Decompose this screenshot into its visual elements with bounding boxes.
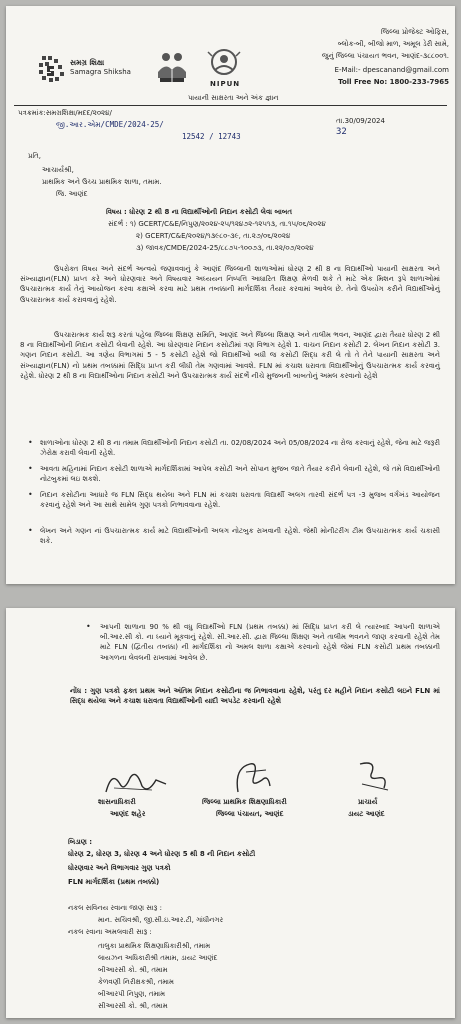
subject-line: વિષય : ધોરણ 2 થી 8 ના વિદ્યાર્થીઓની નિદાન કસોટી લેવા બાબત — [106, 208, 293, 216]
signatory-3-title: પ્રાચાર્ય — [358, 798, 378, 806]
bullet-item-5-text: આપની શાળાના 90 % થી વધુ વિદ્યાર્થીઓ FLN (પ્રથમ તબક્કા) માં સિદ્ધિ પ્રાપ્ત કરી લે ત્યારબાદ આપની શાળાએ બી.આર.સી કો. ના ધ્યાને મૂકવાનું રહેશે. સી.આર.સી. દ્વારા જિલ્લા શિક્ષણ અને તાલીમ ભવનને જાણ કરવાની રહેશે તેમ માટે FLN (દ્વિતીય તબક્કા) ની માર્ગદર્શિકા નો અમલ શાળા કક્ષાએ કરવાનો રહેશે જેમાં FLN કસોટી પ્રથમ તબક્કાની આગળના લેવલની રાખવામાં આવેલ છે. — [100, 623, 440, 662]
copy-action-3: બીઆરસી કો. શ્રી, તમામ — [98, 966, 168, 974]
paragraph-1-text: ઉપરોક્ત વિષય અને સંદર્ભ અન્વયે જણાવવાનું કે આણંદ જિલ્લાની શાળાઓમાં ધોરણ 2 થી 8 ના વિદ્યાર્થીઓ પાયાની સાક્ષરતા અને સંખ્યાજ્ઞાન(FLN) પ્રાપ્ત કરે અને ધોરણવાર અને વિષયવાર અધ્યયન નિષ્પત્તિ આધારિત શિક્ષણ મેળવી શકે તે માટે એક મિશન રૂપે શાળાઓમાં ઉપચારાત્મક કાર્ય તેનું આયોજન કરવા કક્ષાએ કરવા માટે પ્રથમ તબક્કાની માર્ગદર્શિકા તૈયાર કરવામાં આવેલ છે. તેનો ઉપયોગ કરીને વિદ્યાર્થીઓનું ઉપચારાત્મક કાર્ય કરાવવાનું રહેશે. — [20, 265, 440, 304]
signature-1-icon — [102, 766, 172, 800]
copy-action-1: તાલુકા પ્રાથમિક શિક્ષણાધિકારીશ્રી, તમામ — [98, 942, 211, 950]
paragraph-1 — [20, 264, 440, 305]
copy-action-4: કેળવણી નિરીક્ષકશ્રી, તમામ — [98, 978, 174, 986]
office-email: E-Mail:- dpescanand@gmail.com — [334, 66, 449, 74]
reference-3: ૩) જાવક/CMDE/2024-25/૮૮૭૫-૧૦૦૭૩, તા.૨૨/૦૭/૨૦૨૪ — [136, 244, 314, 252]
bullet-item-3 — [40, 490, 440, 510]
bullet-dot-3: • — [28, 490, 33, 499]
enclosure-item-1: ધોરણ 2, ધોરણ 3, ધોરણ 4 અને ધોરણ 5 થી 8 ની નિદાન કસોટી — [68, 850, 256, 858]
bullet-item-4 — [40, 526, 440, 546]
paragraph-2-text: ઉપચારાત્મક કાર્ય શરૂ કરતાં પહેલા જિલ્લા શિક્ષણ સમિતિ, આણંદ અને જિલ્લા શિક્ષણ અને તાલીમ ભવન, આણંદ દ્વારા તૈયાર ધોરણ 2 થી 8 ના વિદ્યાર્થીઓની નિદાન કસોટી લેવાની રહેશે. આ ધોરણવાર નિદાન કસોટીમાં ત્રણ વિભાગ રહેશે 1. વાચન નિદાન કસોટી 2. લેખન નિદાન કસોટી 3. ગણન નિદાન કસોટી. આ ત્રણેય વિભાગમાં 5 - 5 કસોટી રહેશે જો વિદ્યાર્થીઓ બધી જ કસોટી સિદ્ધ કરી લે તો તે તેને પાયાની સાક્ષરતા અને સંખ્યાજ્ઞાન(FLN) નો પ્રથમ તબક્કામાં સિદ્ધિ પ્રાપ્ત કરી લીધી તેમ ગણવામાં આવશે. FLN માં કચાશ ધરાવતા વિદ્યાર્થીઓનું ઉપચારાત્મક કાર્ય કરવાનું રહેશે. ધોરણ 2 થી 8 ના વિદ્યાર્થીઓના નિદાન કસોટી અને ઉપચારાત્મક કાર્ય સંદર્ભે નીચે મુજબની બાબતોનું અમલ કરવાનો રહેશે — [20, 331, 440, 380]
to-line-1: પ્રતિ, — [28, 152, 41, 160]
toll-free-number: Toll Free No: 1800-233-7965 — [338, 78, 449, 86]
bullet-dot-4: • — [28, 526, 33, 535]
copy-action-title: નકલ રવાના અમલવારી સારૂ : — [68, 928, 152, 936]
bullet-item-5 — [100, 622, 440, 663]
samagra-title-gu: સમગ્ર શિક્ષા — [70, 58, 105, 67]
letter-page-1 — [6, 6, 455, 584]
samagra-shiksha-emblem-icon — [36, 54, 66, 84]
signatory-2-title: જિલ્લા પ્રાથમિક શિક્ષણાધિકારી — [202, 798, 287, 806]
bullet-dot-1: • — [28, 438, 33, 447]
copy-action-2: લાયઝન અધિકારીશ્રી તમામ, ડાયટ આણંદ — [98, 954, 218, 962]
nipun-emblem-icon — [204, 48, 244, 82]
reference-2: ૨) GCERT/C&E/૨૦૨૪/૧૩૯૮૦-૩૯, તા.૨૭/૦૬/૨૦૨૪ — [136, 232, 291, 240]
letter-page-2 — [6, 608, 455, 1018]
office-name: જિલ્લા પ્રોજેક્ટ ઓફિસ, — [380, 28, 449, 36]
nipun-logo — [204, 48, 244, 90]
ref-number-handwritten-3: 32 — [336, 127, 347, 137]
ref-number-printed: પત્રક્રમાંક:સમગ્રશિક્ષા/મદદ/૨૦૨૪/ — [18, 109, 112, 117]
bullet-item-4-text: લેખન અને ગણન નાં ઉપચારાત્મક કાર્ય માટે વિદ્યાર્થીઓની અલગ નોટબુક રાખવાની રહેશે. જેથી મોનીટરીંગ ટીમ ઉપચારાત્મક કાર્ય ચકાસી શકે. — [40, 527, 440, 546]
copy-action-5: બીઆરપી નિપુણ, તમામ — [98, 990, 166, 998]
bullet-item-1 — [40, 438, 440, 458]
bullet-item-3-text: નિદાન કસોટીના આધારે જ FLN સિદ્ધ થયેલા અને FLN માં કચાશ ધરાવતા વિદ્યાર્થી અલગ તારવી સંદર્ભ પત્ર -3 મુજબ વર્ગખંડ આયોજન કરવાનું રહેશે અને આ સાથે સામેલ ગુણ પત્રકો નિભાવવાના રહેશે. — [40, 491, 440, 510]
samagra-title-en: Samagra Shiksha — [70, 68, 131, 76]
bullet-item-1-text: શાળાઓના ધોરણ 2 થી 8 ના તમામ વિદ્યાર્થીઓની નિદાન કસોટી તા. 02/08/2024 અને 05/08/2024 ના રોજ કરવાનું રહેશે, જેના માટે જરૂરી ઝેરોક્ષ કરાવી લેવાની રહેશે. — [40, 439, 440, 458]
note-paragraph — [70, 686, 440, 706]
enclosure-title: બિડાણ : — [68, 838, 93, 846]
bullet-item-2-text: આવતા મહિનામાં નિદાન કસોટી શાળાએ માર્ગદર્શિકામાં આપેલ કસોટી અને સોપાન મુજબ જાતે તૈયાર કરીને લેવાની રહેશે, જે તમે વિદ્યાર્થીઓની નોટબુકમાં લઇ શકશે. — [40, 465, 440, 484]
header-divider — [14, 105, 447, 106]
office-address-line2: બ્લોક-બી, બીજો માળ, અમૂલ ડેરી સામે, — [337, 40, 449, 48]
note-text: નોંધ : ગુણ પત્રકો ફક્ત પ્રથમ અને અંતિમ નિદાન કસોટીના જ નિભાવવાના રહેશે, પરંતુ દર મહીને નિદાન કસોટી લઇને FLN માં સિદ્ધ થયેલા અને કચાશ ધરાવતા વિદ્યાર્થીઓની યાદી અપડેટ કરવાની રહેશે — [70, 687, 440, 706]
ref-number-handwritten-2: 12542 / 12743 — [182, 132, 241, 141]
copy-to: માન. સચિવશ્રી, જી.સી.ઇ.આર.ટી, ગાંધીનગર — [98, 916, 224, 924]
to-line-2: આચાર્યશ્રી, — [42, 166, 74, 174]
signatory-2-place: જિલ્લા પંચાયત, આણંદ — [216, 810, 284, 818]
copy-action-6: સીઆરસી કો. શ્રી, તમામ — [98, 1002, 168, 1010]
enclosure-item-2: ધોરણવાર અને વિભાગવાર ગુણ પત્રકો — [68, 864, 171, 872]
reference-1: સંદર્ભ : ૧) GCERT/C&E/નિપુણ/૨૦૨૪-૨૫/૧૨૪૭૨-૧૨૫૧૩, તા.૧૫/૦૬/૨૦૨૪ — [108, 220, 326, 228]
signature-3-icon — [348, 758, 398, 798]
paragraph-2 — [20, 330, 440, 381]
bullet-dot-2: • — [28, 464, 33, 473]
bullet-dot-5: • — [86, 622, 91, 631]
signature-2-icon — [228, 758, 278, 798]
signatory-1-place: આણંદ શહેર — [110, 810, 146, 818]
motto: પાયાની સાક્ષરતા અને અંક જ્ઞાન — [188, 94, 279, 102]
copy-title: નકલ સવિનય રવાના જાણ સારૂ : — [68, 904, 162, 912]
signatory-3-place: ડાયટ આણંદ — [348, 810, 385, 818]
office-address-line3: જુનું જિલ્લા પંચાયત ભવન, આણંદ-૩૮૮૦૦૧. — [321, 52, 449, 60]
ref-number-handwritten: જી.આર.એમ/CMDE/2024-25/ — [56, 120, 164, 129]
letter-date: તા.30/09/2024 — [336, 117, 385, 125]
education-emblem-logo — [154, 48, 190, 88]
samagra-shiksha-logo — [36, 52, 136, 86]
bullet-item-2 — [40, 464, 440, 484]
children-reading-icon — [154, 48, 190, 88]
enclosure-item-3: FLN માર્ગદર્શિકા (પ્રથમ તબક્કો) — [68, 878, 160, 886]
to-line-4: જિ. આણંદ — [56, 190, 88, 198]
signatory-1-title: શાસનાધિકારી — [98, 798, 136, 806]
nipun-label: NIPUN — [210, 80, 241, 88]
to-line-3: પ્રાથમિક અને ઉચ્ચ પ્રાથમિક શાળા, તમામ. — [42, 178, 162, 186]
